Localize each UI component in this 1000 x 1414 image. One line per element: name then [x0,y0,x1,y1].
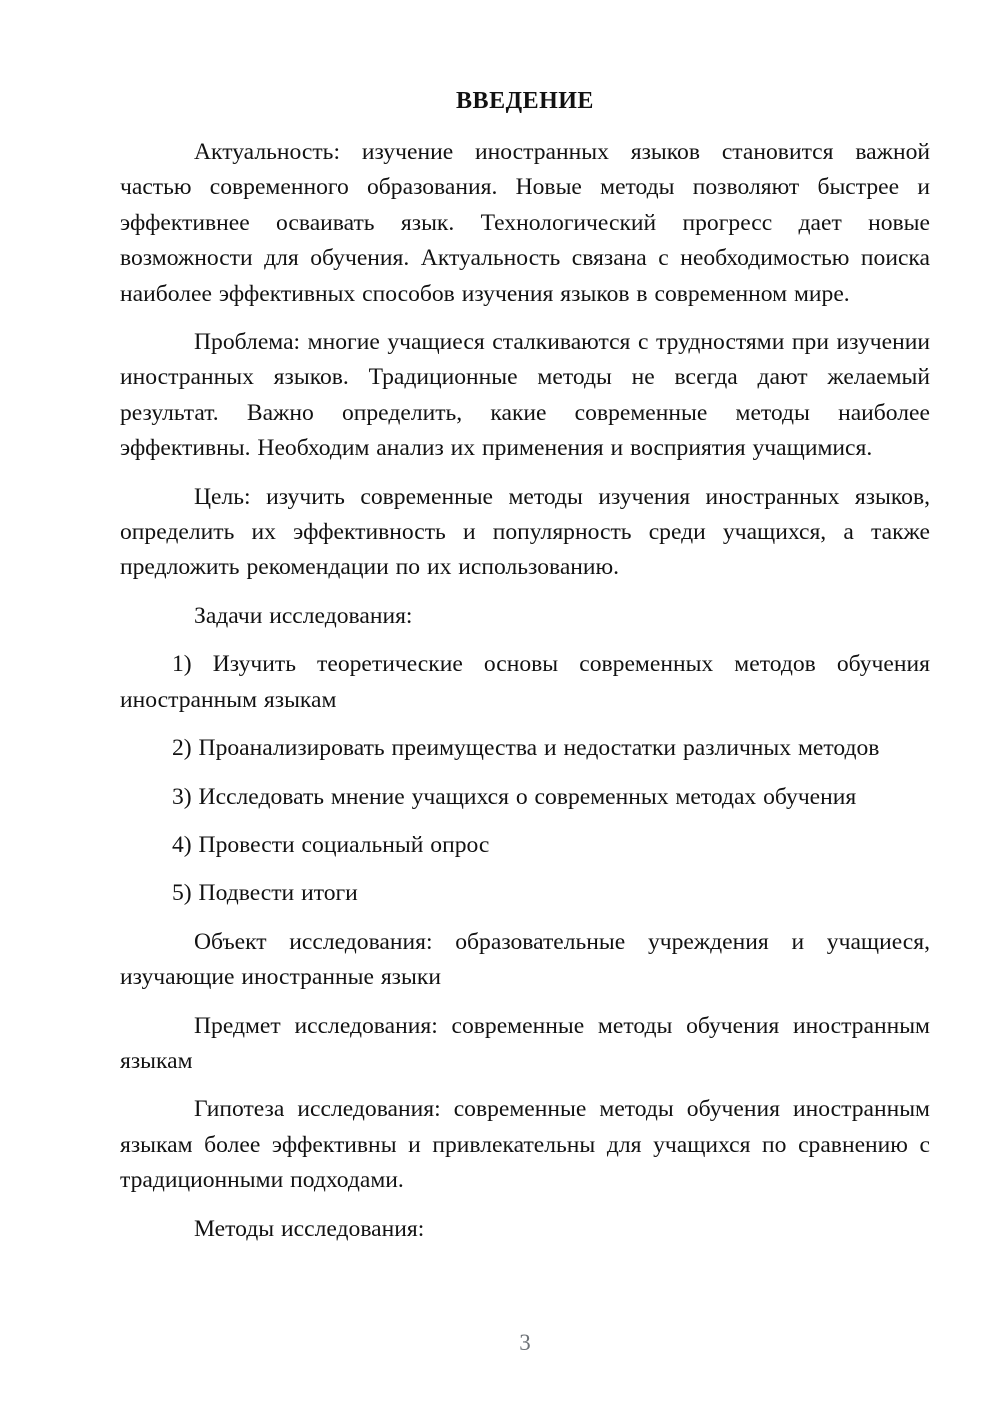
task-item-2: 2) Проанализировать преимущества и недостатки различных методов [172,735,880,762]
page-number: 3 [519,1330,531,1355]
task-item-5: 5) Подвести итоги [172,880,358,907]
heading-tasks: Задачи исследования: [194,602,413,629]
paragraph-subject: Предмет исследования: современные методы обучения иностранным языкам [120,1012,930,1074]
paragraph-relevance: Актуальность: изучение иностранных языков становится важной частью современного образования. Новые методы позволяют быстрее и эффективнее осваивать язык. Технологический прогресс дает новые возможности для обучения. Актуальность связана с необходимостью поиска наиболее эффективных способов изучения языков в современном мире. [120,139,930,307]
task-item-4: 4) Провести социальный опрос [172,831,490,858]
section-title: ВВЕДЕНИЕ [456,88,594,114]
text-block [120,84,930,1260]
paragraph-goal: Цель: изучить современные методы изучения иностранных языков, определить их эффективность и популярность среди учащихся, а также предложить рекомендации по их использованию. [120,483,930,581]
heading-methods: Методы исследования: [194,1215,425,1242]
paragraph-problem: Проблема: многие учащиеся сталкиваются с трудностями при изучении иностранных языков. Традиционные методы не всегда дают желаемый результат. Важно определить, какие современные методы наиболее эффективны. Необходим анализ их применения и восприятия учащимися. [120,329,930,462]
task-item-3: 3) Исследовать мнение учащихся о современных методах обучения [172,783,857,810]
task-item-1: 1) Изучить теоретические основы современных методов обучения иностранным языкам [120,651,930,713]
paragraph-object: Объект исследования: образовательные учреждения и учащиеся, изучающие иностранные языки [120,928,930,991]
paragraph-hypothesis: Гипотеза исследования: современные методы обучения иностранным языкам более эффективны и привлекательны для учащихся по сравнению с традиционными подходами. [120,1096,930,1194]
